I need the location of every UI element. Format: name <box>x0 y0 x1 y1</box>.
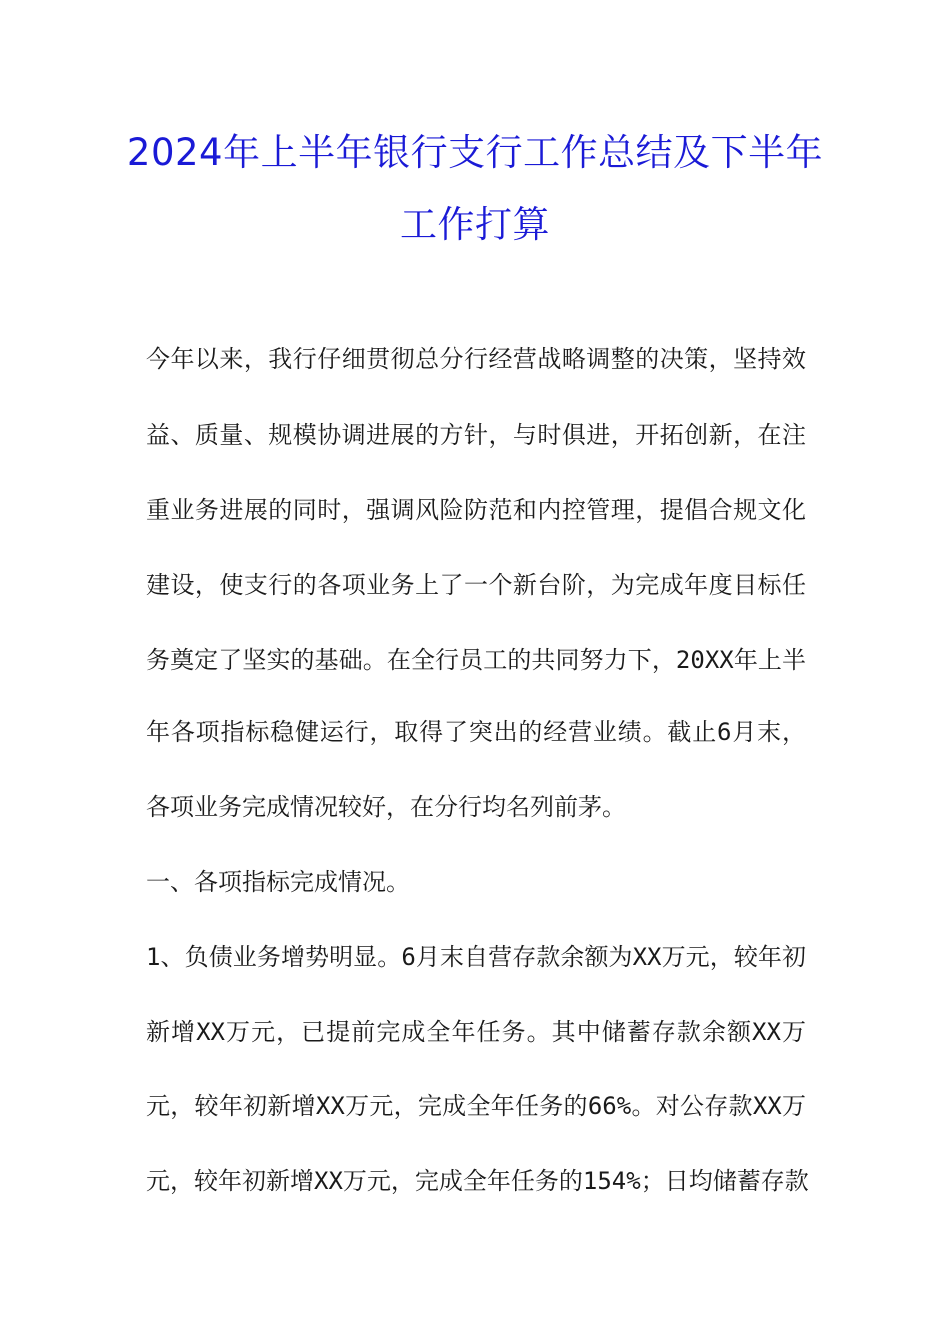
paragraph-line: 今年以来，我行仔细贯彻总分行经营战略调整的决策，坚持效 <box>146 345 806 373</box>
paragraph-line: 1、负债业务增势明显。6月末自营存款余额为XX万元，较年初 <box>146 943 806 971</box>
paragraph-line: 务奠定了坚实的基础。在全行员工的共同努力下，20XX年上半 <box>146 646 806 674</box>
document-title-line-2: 工作打算 <box>400 203 550 246</box>
paragraph-line: 新增XX万元，已提前完成全年任务。其中储蓄存款余额XX万 <box>146 1018 806 1046</box>
paragraph-line: 元，较年初新增XX万元，完成全年任务的66%。对公存款XX万 <box>146 1092 806 1120</box>
paragraph-line: 建设，使支行的各项业务上了一个新台阶，为完成年度目标任 <box>146 571 806 599</box>
paragraph-line: 益、质量、规模协调进展的方针，与时俱进，开拓创新，在注 <box>146 421 806 449</box>
section-heading: 一、各项指标完成情况。 <box>146 868 410 896</box>
paragraph-line: 重业务进展的同时，强调风险防范和内控管理，提倡合规文化 <box>146 496 806 524</box>
document-title-line-1: 2024年上半年银行支行工作总结及下半年 <box>126 131 824 174</box>
paragraph-line: 元，较年初新增XX万元，完成全年任务的154%；日均储蓄存款 <box>146 1167 809 1195</box>
paragraph-line: 年各项指标稳健运行，取得了突出的经营业绩。截止6月末， <box>146 718 806 746</box>
paragraph-line: 各项业务完成情况较好，在分行均名列前茅。 <box>146 793 626 821</box>
